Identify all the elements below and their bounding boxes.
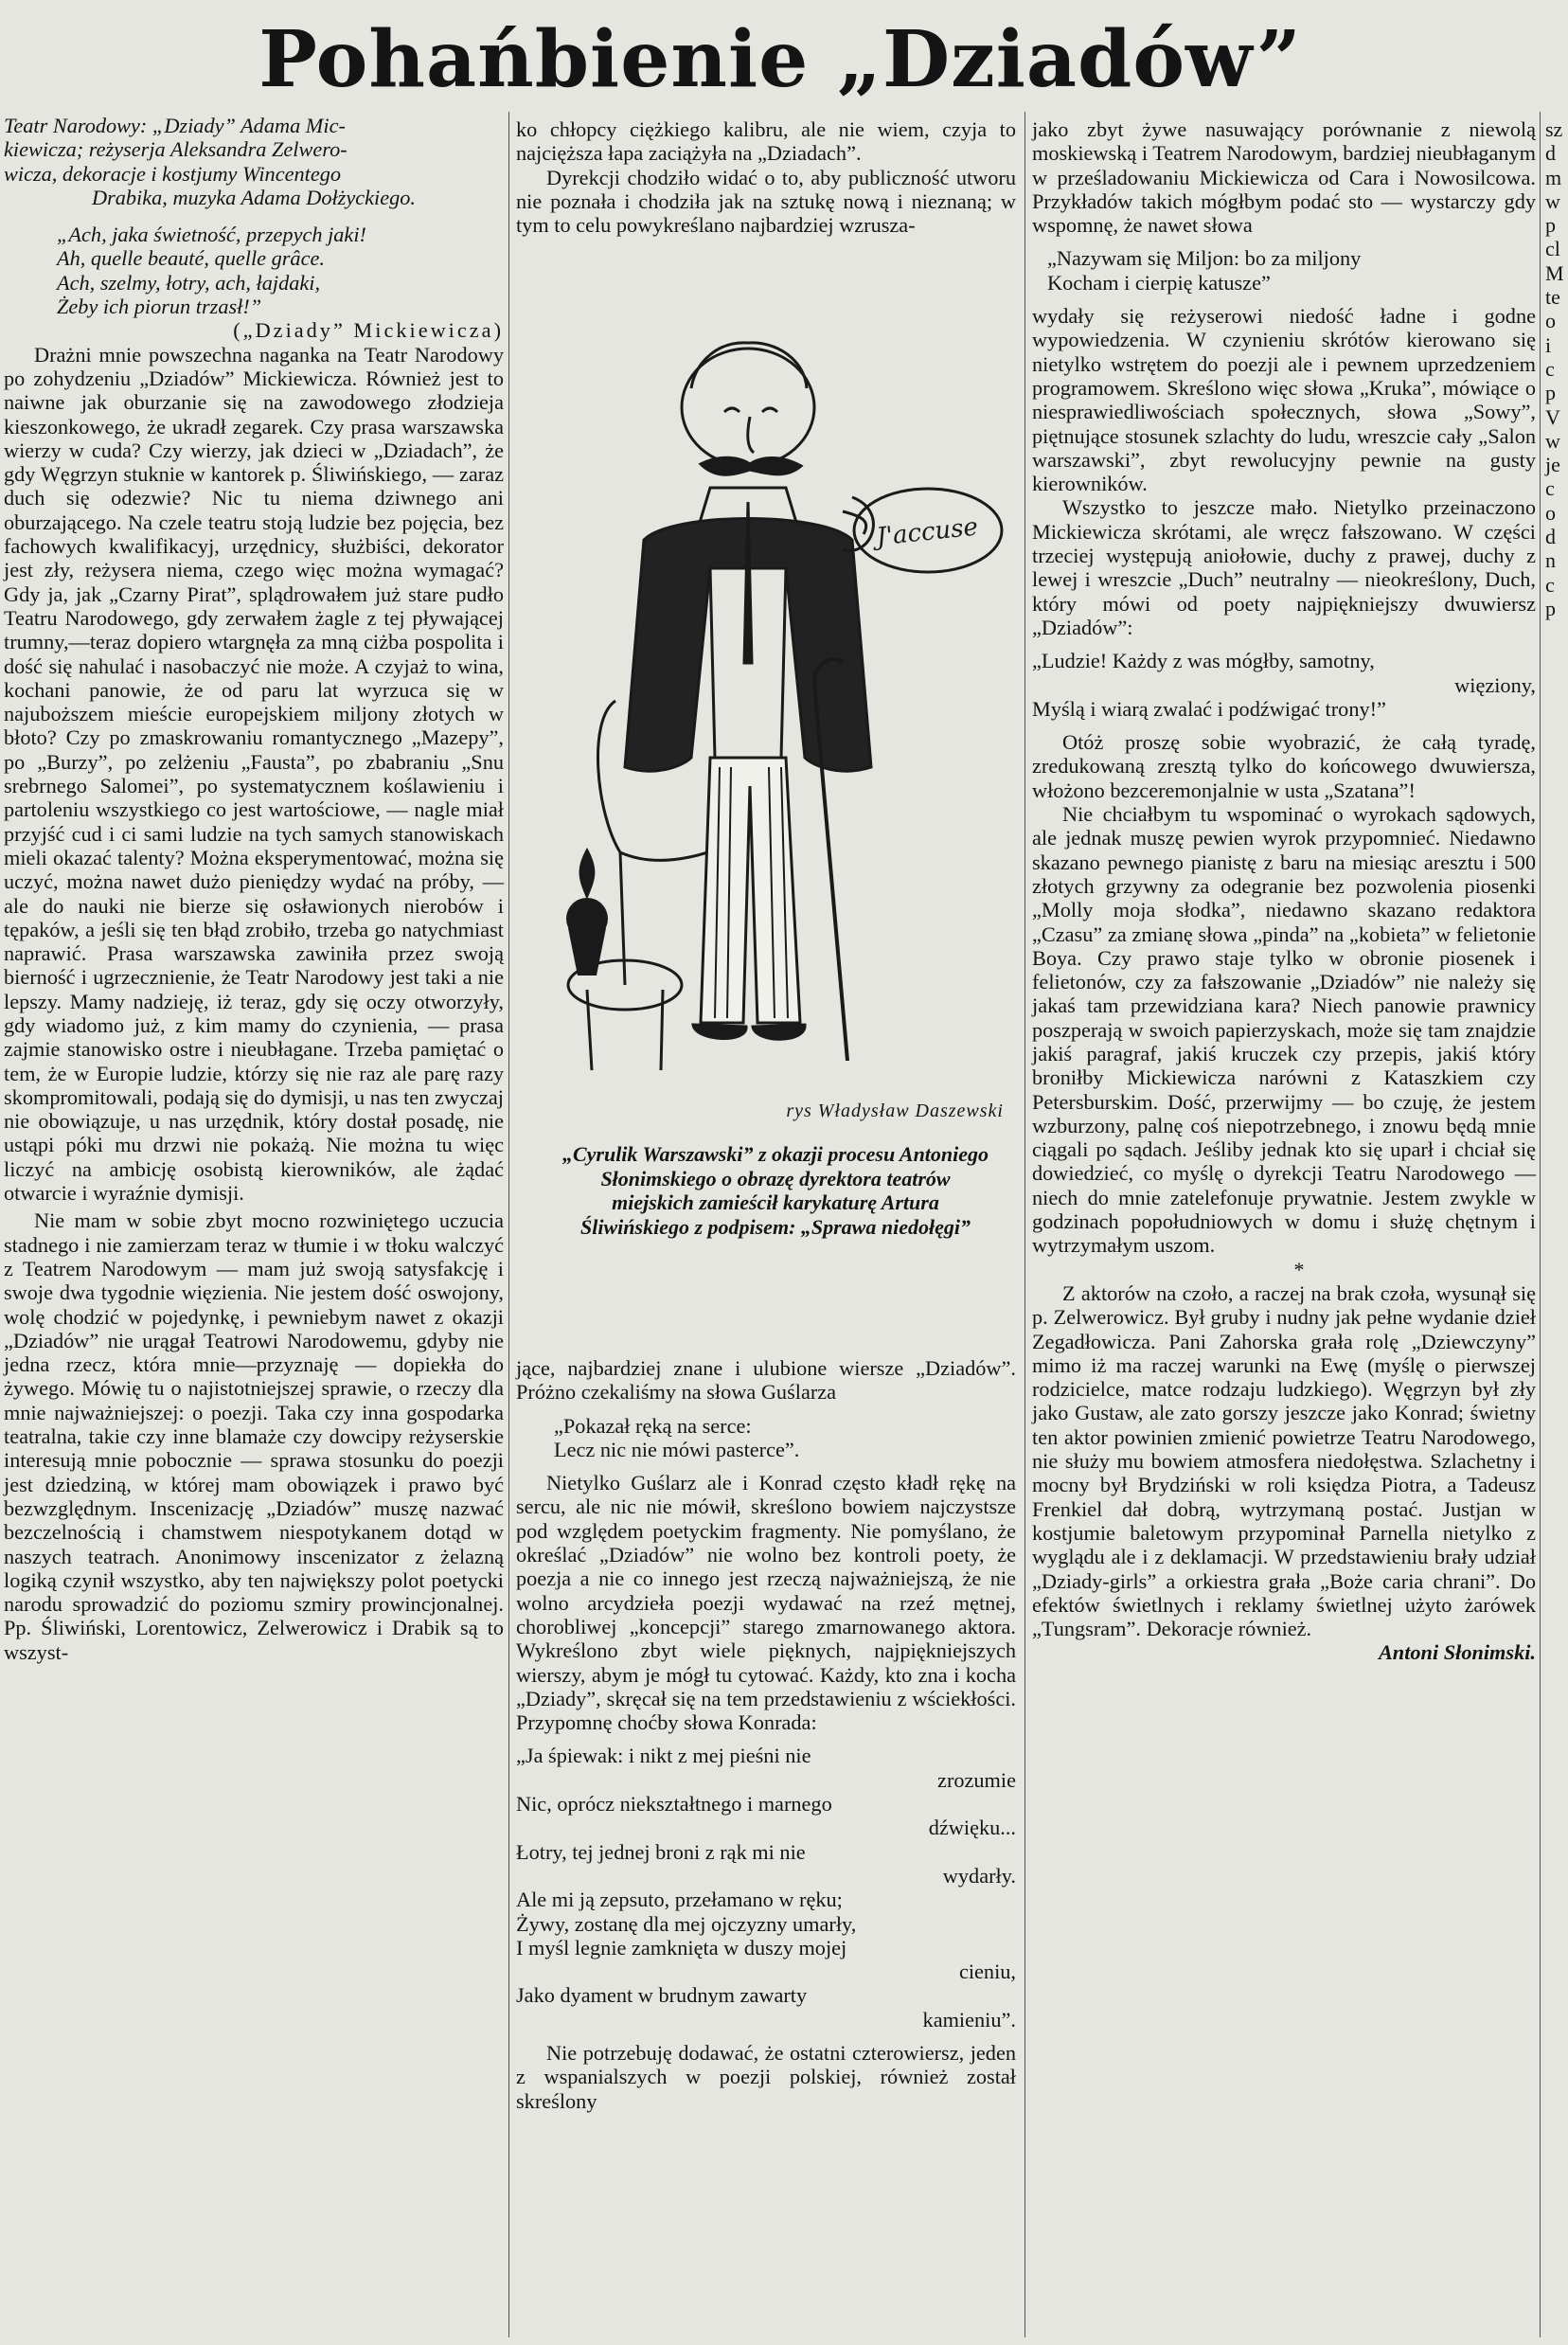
verse-line: „Nazywam się Miljon: bo za miljony (1047, 246, 1362, 271)
paragraph: ko chłopcy ciężkiego kalibru, ale nie wiem, czyja to najcięższa łapa zaciążyła na „Dziadach”. (516, 117, 1016, 166)
column-2-top (516, 117, 1016, 237)
verse-line: Lecz nic nie mówi pasterce”. (554, 1437, 800, 1461)
fragment: c (1545, 476, 1555, 501)
fragment: M (1545, 260, 1564, 285)
verse-line-cont: zrozumie (937, 1767, 1016, 1792)
fragment: d (1545, 525, 1556, 549)
fragment: c (1545, 356, 1555, 381)
verse-line: „Ludzie! Każdy z was mógłby, samotny, (1032, 649, 1375, 673)
fragment: cl (1545, 237, 1560, 261)
fragment: p (1545, 596, 1556, 620)
fragment: n (1545, 548, 1556, 573)
verse-line: Łotry, tej jednej broni z rąk mi nie (516, 1839, 806, 1864)
verse-line-cont: cieniu, (958, 1960, 1016, 1984)
column-2-bottom (516, 1356, 1016, 2113)
paragraph: jako zbyt żywe nasuwający porównanie z niewolą moskiewską i Teatrem Narodowym, bardziej nieubłaganym w prześladowaniu Mickiewicza od Cara i Nowosilcowa. Przykładów takich mógłbym podać sto — wystarczy gdy wspomnę, że nawet słowa (1032, 117, 1536, 238)
column-rule (508, 112, 509, 2337)
epigraph-line: Żeby ich piorun trzasł!” (57, 295, 262, 319)
verse-line: Jako dyament w brudnym zawarty (516, 1983, 808, 2008)
epigraph-line: Ah, quelle beauté, quelle grâce. (57, 246, 325, 271)
verse-line-cont: wydarły. (942, 1863, 1016, 1888)
fragment: c (1545, 572, 1555, 597)
paragraph: Nie mam w sobie zbyt mocno rozwiniętego uczucia stadnego i nie zamierzam teraz w tłumie i w tłoku walczyć z Teatrem Narodowym — mam już swoją satysfakcję i swoje dwa tygodnie więzienia. Nie jestem dość oswojony, wolę chodzić w pojedynkę, i pewniebym nawet z okazji „Dziadów” nie urągał Teatrowi Narodowemu, gdyby nie jedna rzecz, która mnie—przyznaję — dopiekła do żywego. Mówię tu o najistotniejszej sprawie, o rzeczy dla mnie najważniejszej: o poezji. Taka czy inna gospodarka teatralna, takie czy inne blamaże czy dowcipy reżyserskie interesują mnie pobocznie — sprawa stosunku do poezji jest dziedziną, w której mam obowiązek i prawo być bezwzględnym. Inscenizację „Dziadów” muszę nazwać bezczelnością i chamstwem niespotykanem dotąd w naszych teatrach. Anonimowy inscenizator z żelazną logiką czynił wszystko, aby ten największy polot poetycki narodu sprowadzić do poziomu szmiry prowincjonalnej. Pp. Śliwiński, Lorentowicz, Zelwerowicz i Drabik są to wszyst- (4, 1208, 504, 1664)
production-credits (4, 114, 504, 209)
epigraph-source: („Dziady” Mickiewicza) (233, 318, 504, 343)
paragraph: Nie chciałbym tu wspominać o wyrokach sądowych, ale jednak muszę pewien wyrok przypomnieć. Niedawno skazano pewnego pianistę z baru na miesiąc aresztu i 500 złotych grzywny za odegranie bez pozwolenia piosenki „Molly moja słodka”, niedawno skazano redaktora „Czasu” za zmianę słowa „pinda” na „kobieta” w felietonie Boya. Czy prawo staje tylko w obronie piosenek i felietonów, czy za fałszowanie „Dziadów” nie należy się jakaś tam przewidziana kara? Niech panowie prawnicy poszperają w swoich papierzyskach, może się tam znajdzie jakiś paragraf, jakiś kruczek czy przepis, jakiś który broniłby Mickiewicza narówni z Kataszkiem czy Petersburskim. Dość, przerwijmy — bo czuję, że jestem wzburzony, palnę coś niepotrzebnego, i znowu będą mnie ciągali po sądach. Jeśliby jednak kto się uparł i chciał się dowiedzieć, co myślę o dyrekcji Teatru Narodowego — niech do mnie zatelefonuje prywatnie. Jestem zwykle w godzinach popołudniowych w domu i służę chętnym i wytrzymałym uszom. (1032, 802, 1536, 1258)
column-4-cropped (1545, 117, 1568, 620)
verse-quote (516, 1744, 1016, 2032)
credits-line: wicza, dekoracje i kostjumy Wincentego (4, 161, 342, 186)
verse-line: I myśl legnie zamknięta w duszy mojej (516, 1935, 847, 1960)
paragraph: Dyrekcji chodziło widać o to, aby publiczność utworu nie poznała i chodziła jak na sztukę nową i nieznaną; w tym to celu powykreślano najbardziej wzrusza- (516, 165, 1016, 238)
speech-bubble-text: J'accuse (875, 512, 980, 552)
fragment: o (1545, 309, 1556, 333)
illustration-caption: „Cyrulik Warszawski” z okazji procesu Antoniego Słonimskiego o obrazę dyrektora teatrów miejskich zamieścił karykaturę Artura Śliwińskiego z podpisem: „Sprawa niedołęgi” (561, 1142, 989, 1239)
fragment: p (1545, 213, 1556, 238)
epigraph-line: Ach, szelmy, łotry, ach, łajdaki, (57, 270, 321, 295)
fragment: te (1545, 285, 1560, 310)
verse-line: Ale mi ją zepsuto, przełamano w ręku; (516, 1888, 843, 1912)
paragraph: Otóż proszę sobie wyobrazić, że całą tyradę, zredukowaną zresztą tylko do końcowego dwuwiersza, włożono bezceremonjalnie w usta „Szatana”! (1032, 730, 1536, 802)
epigraph-line: „Ach, jaka świetność, przepych jaki! (57, 223, 366, 247)
column-3 (1032, 117, 1536, 1665)
verse-quote (554, 1414, 1016, 1462)
verse-line: Kocham i cierpię katusze” (1047, 270, 1271, 295)
verse-line: Myślą i wiarą zwalać i podźwigać trony!” (1032, 696, 1386, 721)
fragment: p (1545, 381, 1556, 405)
author-signature: Antoni Słonimski. (1378, 1640, 1536, 1665)
fragment: o (1545, 500, 1556, 525)
paragraph: Wszystko to jeszcze mało. Nietylko przeinaczono Mickiewicza skrótami, ale wręcz fałszowano. W części trzeciej występują aniołowie, duchy z prawej, duchy z lewej i wreszcie „Duch” neutralny — nieokreślony, Duch, który mówi od poety najpiękniejszy dwuwiersz „Dziadów”: (1032, 495, 1536, 639)
credits-line: Drabika, muzyka Adama Dołżyckiego. (91, 185, 417, 209)
verse-line: „Pokazał ręką na serce: (554, 1413, 752, 1438)
verse-quote (1032, 649, 1536, 721)
paragraph: Drażni mnie powszechna naganka na Teatr Narodowy po zohydzeniu „Dziadów” Mickiewicza. Również jest to naiwne jak oburzanie się na zawodowego złodzieja kieszonkowego, że ukradł zegarek. Czy prasa warszawska wierzy w cuda? Czy wierzy, jak dzieci w „Dziadach”, że gdy Węgrzyn stuknie w kantorek p. Śliwińskiego, — zaraz duch się odezwie? Nic tu niema dziwnego ani oburzającego. Na czele teatru stoją ludzie bez pojęcia, bez fachowych kwalifikacyj, urzędnicy, służbiści, dekorator jest zły, reżysera niema, czego więc można wymagać? Gdy ja, jak „Czarny Pirat”, splądrowałem już stare pudło Teatru Narodowego, gdy zerwałem żagle z tej pływającej trumny,—teraz dopiero wtargnęła za mną ciżba pospolita i dość się nahulać i nasobaczyć nie może. A czyjaż to wina, kochani panowie, że od paru lat wyrzuca się w najuboższem mieście europejskiem miljony złotych w błoto? Czy po zmaskrowaniu romantycznego „Mazepy”, po „Burzy”, po zelżeniu „Fausta”, po zbabraniu „Snu srebrnego Salomei”, po systematycznem koślawieniu i partoleniu wszystkiego co jest wartościowe, — nagle miał przyjść cud i ci sami ludzie na tych samych stanowiskach mieli okazać talenty? Można eksperymentować, można się uczyć, można nawet dużo pieniędzy wydać na próby, — ale do nauki nie bierze się osławionych nierobów i tępaków, a jeśli się ten błąd zrobiło, trzeba go natychmiast naprawić. Prasa warszawska zawiniła przez swoją bierność i ugrzecznienie, że Teatr Narodowy jest taki a nie lepszy. Mamy nadzieję, iż teraz, gdy się oczy otworzyły, gdy wiadomo już, z kim mamy do czynienia, — prasa zajmie stanowisko ostre i nieubłagane. Trzeba pamiętać o tem, że w Europie ludzie, którzy się nie raz ale parę razy skompromitowali, podają się do dymisji, u nas ten zwyczaj nie obowiązuje, u nas urzędnik, który dostał posadę, nie ustąpi póki mu drzwi nie pokażą. Nie można tu więc liczyć na ambicję osobistą kierowników, ale żądać otwarcie i wyraźnie dymisji. (4, 342, 504, 1206)
column-1 (4, 114, 504, 1664)
fragment: V (1545, 404, 1560, 429)
credits-line: Teatr Narodowy: „Dziady” Adama Mic- (4, 114, 346, 137)
verse-line-cont: więziony, (1454, 672, 1536, 697)
fragment: sz (1545, 117, 1563, 141)
verse-line-cont: dźwięku... (928, 1816, 1016, 1840)
paragraph: Z aktorów na czoło, a raczej na brak czoła, wysunął się p. Zelwerowicz. Był gruby i nudny jak pełne wydanie dzieł Zegadłowicza. Pani Zahorska grała rolę „Dziewczyny” mimo iż ma raczej warunki na Ewę (myślę o pierwszej rodzicielce, matce rodzaju ludzkiego). Węgrzyn był zły jako Gustaw, ale zato gorszy jeszcze jako Konrad; świetny ten aktor powinien zmienić powietrze Teatru Narodowego, nie służy mu bowiem atmosfera niedołęstwa. Szlachetny i mocny był Brydziński w roli księdza Piotra, a Tadeusz Frenkiel dał dobrą, wytrzymaną postać. Justjan w kostjumie baletowym przypominał Parnella nietylko z wyglądu ale i z deklamacji. W przedstawieniu brały udział „Dziady-girls” a orkiestra grała „Boże caria chrani”. Do efektów świetlnych i reklamy świetlnej użyto żarówek „Tungsram”. Dekoracje również. (1032, 1280, 1536, 1641)
paragraph: jące, najbardziej znane i ulubione wiersze „Dziadów”. Próżno czekaliśmy na słowa Guślarza (516, 1356, 1016, 1405)
section-separator: * (1293, 1257, 1305, 1281)
column-rule (1540, 112, 1541, 2337)
fragment: je (1545, 453, 1560, 477)
verse-line: Nic, oprócz niekształtnego i marnego (516, 1792, 832, 1817)
headline: Pohańbienie „Dziadów” (258, 14, 1302, 105)
verse-line-cont: kamieniu”. (922, 2007, 1016, 2032)
fragment: i (1545, 332, 1552, 357)
fragment: w (1545, 188, 1560, 213)
verse-line: Żywy, zostanę dla mej ojczyzny umarły, (516, 1911, 857, 1936)
verse-line: „Ja śpiewak: i nikt z mej pieśni nie (516, 1744, 811, 1768)
fragment: m (1545, 165, 1562, 189)
caricature-illustration (530, 322, 1004, 1070)
epigraph (57, 223, 504, 318)
credits-line: kiewicza; reżyserja Aleksandra Zelwero- (4, 137, 347, 162)
fragment: d (1545, 141, 1556, 166)
fragment: w (1545, 428, 1560, 453)
paragraph: Nietylko Guślarz ale i Konrad często kładł rękę na sercu, ale nic nie mówił, skreślono bowiem najczystsze pod względem poetyckim fragmenty. Nie pomyślano, że określać „Dziadów” nie wolno bez kontroli poety, że poezja a nie co innego jest rzeczą najważniejszą, że nie wolno arcydzieła poezji wydawać na rzeź mętnej, chorobliwej „koncepcji” starego zmarnowanego aktora. Wykreślono zbyt wiele pięknych, najpiękniejszych wierszy, abym je mógł tu cytować. Każdy, kto zna i kocha „Dziady”, skręcał się na tem przedstawieniu z wściekłości. Przypomnę choćby słowa Konrada: (516, 1471, 1016, 1735)
paragraph: wydały się reżyserowi niedość ładne i godne wypowiedzenia. W czynieniu skrótów kierowano się nietylko wstrętem do poezji ale i pewnem uprzedzeniem programowem. Skreślono więc słowa „Kruka”, mówiące o niesprawiedliwościach społecznych, słowa „Sowy”, piętnujące stosunek szlachty do ludu, wreszcie cały „Salon warszawski”, zbyt rewolucyjny pewnie na gusty kierowników. (1032, 304, 1536, 496)
illustration-credit: rys Władysław Daszewski (786, 1101, 1004, 1121)
paragraph: Nie potrzebuję dodawać, że ostatni czterowiersz, jeden z wspanialszych w poezji polskiej, również został skreślony (516, 2041, 1016, 2113)
verse-quote (1047, 246, 1536, 295)
